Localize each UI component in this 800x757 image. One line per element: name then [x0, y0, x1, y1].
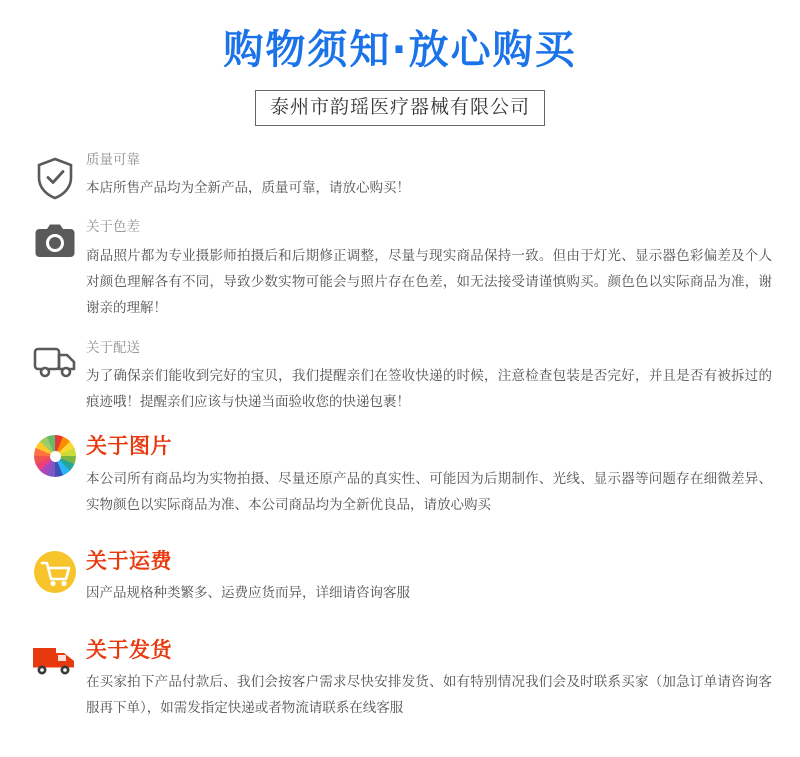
section-text: 因产品规格种类繁多、运费应货而异，详细请咨询客服 [86, 585, 410, 602]
section-item-images [26, 433, 772, 518]
page-title: 购物须知·放心购买 [223, 27, 577, 73]
color-wheel-icon [26, 433, 84, 477]
note-item [26, 152, 772, 202]
note-title: 关于色差 [86, 219, 140, 236]
truck-box-icon [26, 340, 84, 378]
company-name-wrapper [0, 90, 800, 126]
section-body [84, 637, 772, 722]
shopping-cart-icon [26, 548, 84, 594]
section-item-delivery [26, 637, 772, 722]
section-title: 关于图片 [86, 434, 172, 459]
notes-list [0, 152, 800, 415]
shield-check-icon [26, 152, 84, 200]
section-body [84, 548, 772, 607]
note-text: 为了确保亲们能收到完好的宝贝，我们提醒亲们在签收快递的时候，注意检查包装是否完好，并且是否有被拆过的痕迹哦！提醒亲们应该与快递当面验收您的快递包裹！ [86, 367, 772, 411]
camera-icon [26, 219, 84, 259]
note-item [26, 219, 772, 321]
note-item [26, 340, 772, 416]
section-body [84, 433, 772, 518]
note-body [84, 340, 772, 416]
company-name: 泰州市韵瑶医疗器械有限公司 [255, 90, 545, 126]
delivery-truck-icon [26, 637, 84, 679]
note-title: 关于配送 [86, 339, 140, 356]
section-title: 关于运费 [86, 549, 172, 574]
note-body [84, 219, 772, 321]
section-title: 关于发货 [86, 637, 172, 662]
section-text: 本公司所有商品均为实物拍摄、尽量还原产品的真实性、可能因为后期制作、光线、显示器等问题存在细微差异、实物颜色以实际商品为准、本公司商品均为全新优良品，请放心购买 [86, 470, 772, 513]
page-header [0, 0, 800, 126]
note-body [84, 152, 772, 202]
note-text: 本店所售产品均为全新产品，质量可靠，请放心购买！ [86, 180, 410, 197]
sections-list [0, 433, 800, 721]
section-text: 在买家拍下产品付款后、我们会按客户需求尽快安排发货、如有特别情况我们会及时联系买家（加急订单请咨询客服再下单），如需发指定快递或者物流请联系在线客服 [86, 674, 772, 717]
note-title: 质量可靠 [86, 151, 140, 168]
note-text: 商品照片都为专业摄影师拍摄后和后期修正调整，尽量与现实商品保持一致。但由于灯光、显示器色彩偏差及个人对颜色理解各有不同，导致少数实物可能会与照片存在色差，如无法接受请谨慎购买。颜色色以实际商品为准，谢谢亲的理解！ [86, 247, 772, 317]
section-item-shipping-fee [26, 548, 772, 607]
